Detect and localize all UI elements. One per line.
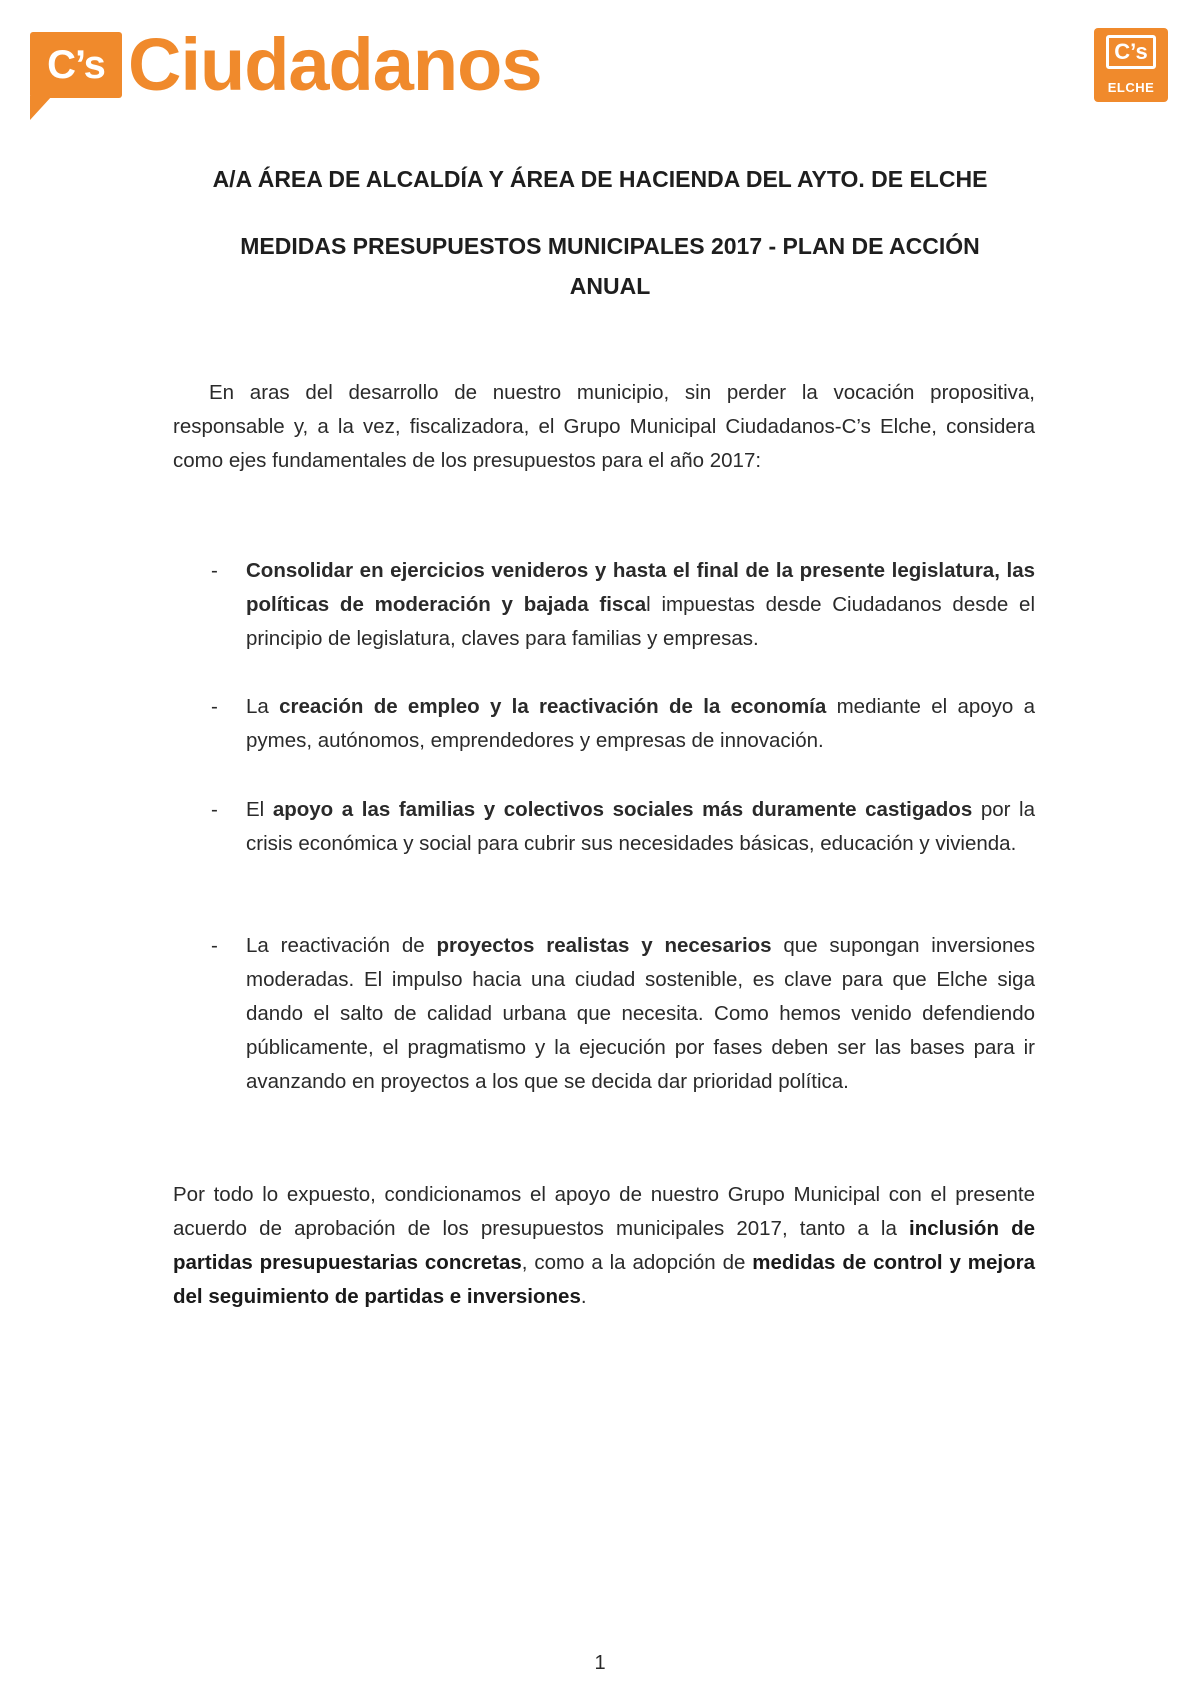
- text-bold: inclusión de partidas presupuestarias concretas: [173, 1217, 1035, 1274]
- list-item-text: [246, 690, 1035, 758]
- document-title: MEDIDAS PRESUPUESTOS MUNICIPALES 2017 - PLAN DE ACCIÓN ANUAL: [240, 233, 980, 299]
- page-number: 1: [594, 1652, 606, 1674]
- text-regular: Por todo lo expuesto, condicionamos el apoyo de nuestro Grupo Municipal con el presente acuerdo de aprobación de los presupuestos municipales 2017, tanto a la: [173, 1183, 1035, 1240]
- text-bold: proyectos realistas y necesarios: [436, 934, 772, 957]
- speech-bubble-icon: [1106, 35, 1156, 69]
- bullet-dash: -: [211, 559, 218, 582]
- text-bold: creación de empleo y la reactivación de la economía: [279, 695, 827, 718]
- list-item-text: [246, 554, 1035, 656]
- text-regular: , como a la adopción de: [521, 1251, 753, 1274]
- intro-paragraph: En aras del desarrollo de nuestro municipio, sin perder la vocación propositiva, responsable y, a la vez, fiscalizadora, el Grupo Municipal Ciudadanos-C’s Elche, considera como ejes fundamentales de los presupuestos para el año 2017:: [173, 381, 1035, 472]
- logo-badge-text: C’s: [47, 42, 105, 87]
- text-regular: que supongan inversiones moderadas. El impulso hacia una ciudad sostenible, es clave para que Elche siga dando el salto de calidad urbana que necesita. Como hemos venido defendiendo públicamente, el pragmatismo y la ejecución por fases deben ser las bases para ir avanzando en proyectos a los que se decida dar prioridad política.: [246, 934, 1035, 1093]
- list-item-text: [246, 929, 1035, 1099]
- bullet-dash: -: [211, 798, 218, 821]
- list-item: [211, 554, 1035, 656]
- elche-label: ELCHE: [1107, 80, 1155, 95]
- bullet-dash: -: [211, 934, 218, 957]
- list-item: [211, 690, 1035, 758]
- text-regular: mediante el apoyo a pymes, autónomos, emprendedores y empresas de innovación.: [246, 695, 1035, 752]
- text-bold: Consolidar en ejercicios venideros y hasta el final de la presente legislatura, las políticas de moderación y bajada fisca: [246, 559, 1035, 616]
- closing-paragraph: [173, 1178, 1035, 1314]
- text-regular: .: [580, 1285, 587, 1308]
- list-item: [211, 929, 1035, 1099]
- elche-badge-text: C’s: [1114, 39, 1148, 64]
- text-bold: apoyo a las familias y colectivos sociales más duramente castigados: [272, 798, 973, 821]
- text-regular: l impuestas desde Ciudadanos desde el principio de legislatura, claves para familias y empresas.: [246, 593, 1035, 650]
- text-regular: La reactivación de: [246, 934, 437, 957]
- speech-bubble-icon: [30, 32, 122, 98]
- ciudadanos-logo: [30, 23, 542, 112]
- text-bold: medidas de control y mejora del seguimiento de partidas e inversiones: [173, 1251, 1035, 1308]
- list-item: [211, 793, 1035, 861]
- text-regular: La: [246, 695, 280, 718]
- logo-wordmark: Ciudadanos: [128, 23, 542, 106]
- list-item-text: [246, 793, 1035, 861]
- bullet-dash: -: [211, 695, 218, 718]
- text-regular: El: [246, 798, 273, 821]
- text-regular: por la crisis económica y social para cubrir sus necesidades básicas, educación y vivienda.: [246, 798, 1035, 855]
- addressee-heading: A/A ÁREA DE ALCALDÍA Y ÁREA DE HACIENDA DEL AYTO. DE ELCHE: [212, 166, 988, 192]
- cs-elche-logo: [1094, 28, 1168, 102]
